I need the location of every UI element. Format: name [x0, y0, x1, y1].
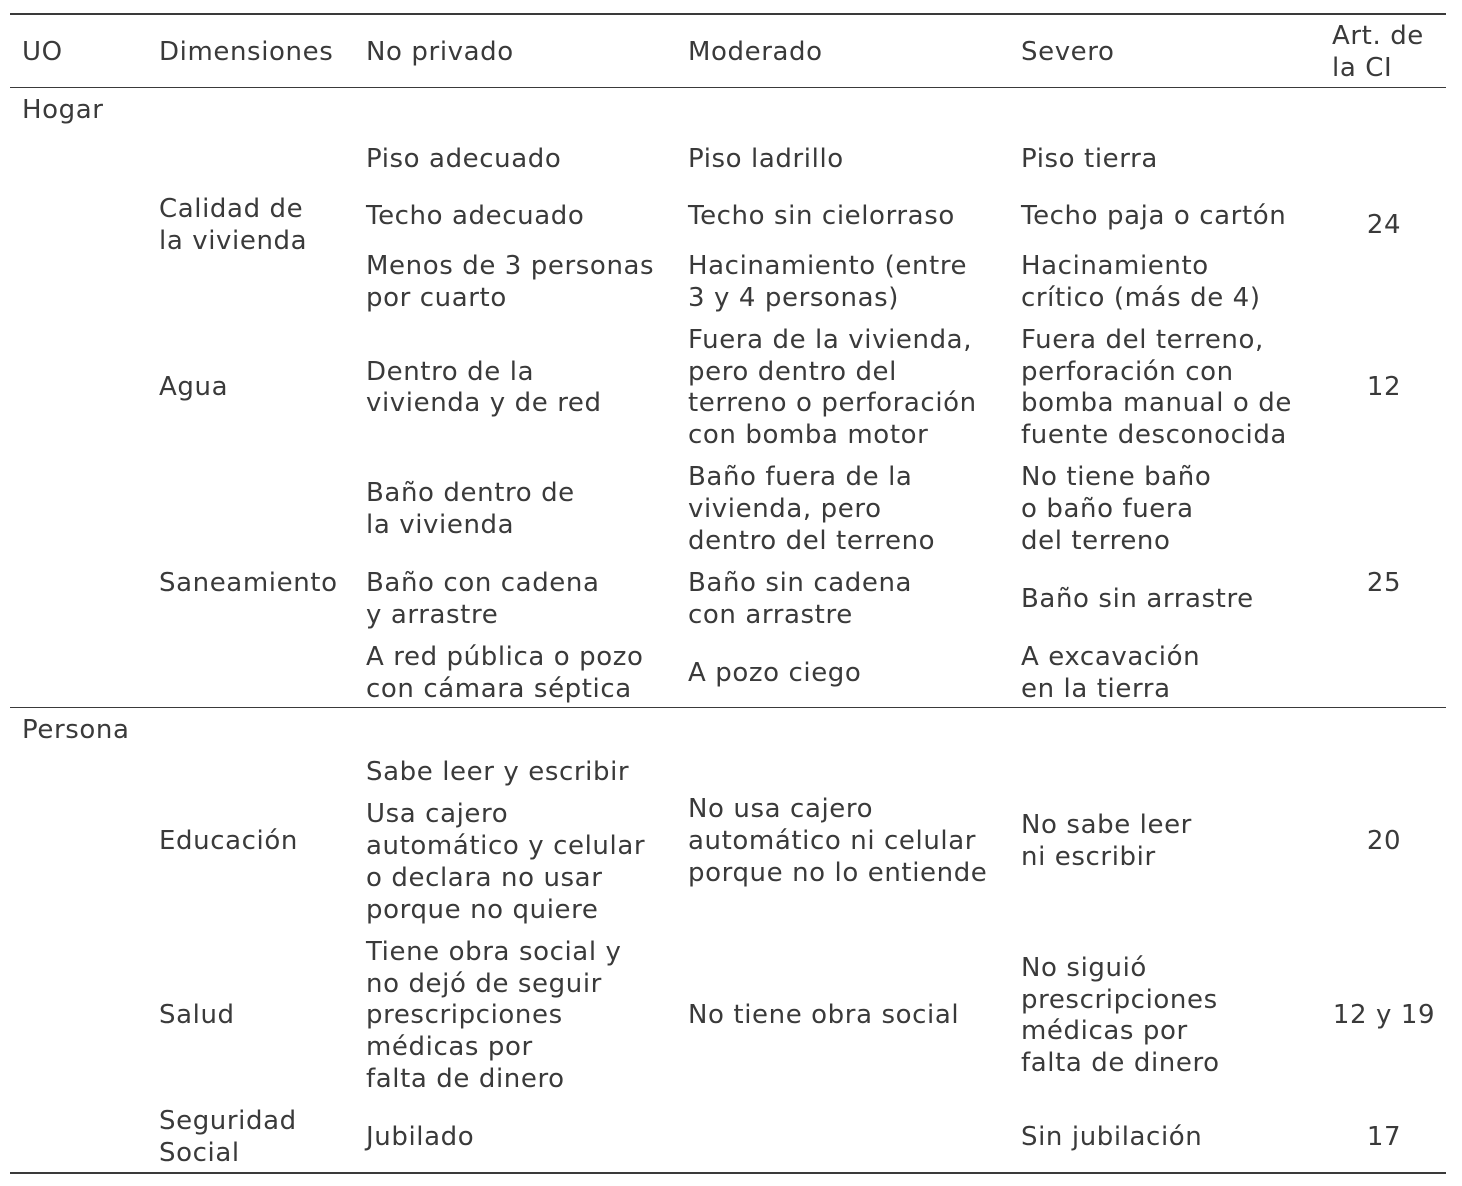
cell-no-privado: falta de dinero — [366, 1064, 565, 1094]
cell-moderado: 3 y 4 personas) — [688, 283, 900, 313]
cell-severo: Sin jubilación — [1021, 1122, 1203, 1152]
dimension-calidad: la vivienda — [159, 226, 308, 256]
cell-no-privado: con cámara séptica — [366, 674, 632, 704]
cell-no-privado: o declara no usar — [366, 863, 603, 893]
cell-no-privado: Usa cajero — [366, 799, 509, 829]
cell-severo: No sabe leer — [1021, 810, 1192, 840]
cell-severo: del terreno — [1021, 526, 1171, 556]
article-agua: 12 — [1366, 372, 1402, 402]
cell-no-privado: porque no quiere — [366, 895, 599, 925]
cell-moderado: No usa cajero — [688, 794, 874, 824]
header-moderado: Moderado — [688, 37, 823, 67]
header-no-privado: No privado — [366, 37, 514, 67]
cell-no-privado: Jubilado — [366, 1122, 475, 1152]
cell-no-privado: Tiene obra social y — [366, 937, 622, 967]
cell-moderado: con arrastre — [688, 600, 853, 630]
header-art-line1: Art. de — [1332, 21, 1424, 51]
cell-moderado: automático ni celular — [688, 826, 977, 856]
cell-moderado: dentro del terreno — [688, 526, 936, 556]
cell-no-privado: Dentro de la — [366, 357, 535, 387]
header-severo: Severo — [1021, 37, 1115, 67]
cell-no-privado: no dejó de seguir — [366, 969, 602, 999]
header-bottom-rule — [10, 87, 1446, 88]
group-separator-rule — [10, 707, 1446, 708]
table-bottom-rule — [10, 1172, 1446, 1174]
cell-moderado: Piso ladrillo — [688, 144, 844, 174]
cell-severo: bomba manual o de — [1021, 388, 1292, 418]
group-hogar: Hogar — [22, 95, 104, 125]
cell-moderado: A pozo ciego — [688, 658, 862, 688]
cell-severo: Piso tierra — [1021, 144, 1158, 174]
cell-no-privado: médicas por — [366, 1032, 533, 1062]
cell-no-privado: la vivienda — [366, 510, 515, 540]
table-top-rule — [10, 13, 1446, 15]
article-calidad: 24 — [1366, 210, 1402, 240]
article-salud: 12 y 19 — [1332, 1000, 1436, 1030]
cell-moderado: con bomba motor — [688, 420, 929, 450]
cell-severo: No tiene baño — [1021, 462, 1212, 492]
cell-no-privado: Sabe leer y escribir — [366, 757, 630, 787]
dimension-seguridad: Social — [159, 1138, 240, 1168]
cell-moderado: pero dentro del — [688, 357, 897, 387]
cell-severo: prescripciones — [1021, 985, 1218, 1015]
cell-severo: A excavación — [1021, 642, 1201, 672]
cell-severo: o baño fuera — [1021, 494, 1194, 524]
cell-no-privado: Techo adecuado — [366, 201, 585, 231]
cell-severo: Hacinamiento — [1021, 251, 1209, 281]
cell-moderado: porque no lo entiende — [688, 858, 988, 888]
cell-no-privado: Baño con cadena — [366, 568, 600, 598]
cell-moderado: Techo sin cielorraso — [688, 201, 955, 231]
group-persona: Persona — [22, 715, 130, 745]
header-dimensiones: Dimensiones — [159, 37, 334, 67]
cell-moderado: terreno o perforación — [688, 388, 977, 418]
cell-moderado: Hacinamiento (entre — [688, 251, 968, 281]
cell-severo: crítico (más de 4) — [1021, 283, 1261, 313]
cell-severo: Baño sin arrastre — [1021, 584, 1254, 614]
cell-severo: Fuera del terreno, — [1021, 325, 1264, 355]
cell-moderado: No tiene obra social — [688, 1000, 960, 1030]
article-seguridad: 17 — [1366, 1122, 1402, 1152]
cell-no-privado: vivienda y de red — [366, 388, 602, 418]
cell-severo: Techo paja o cartón — [1021, 201, 1287, 231]
dimension-saneamiento: Saneamiento — [159, 568, 338, 598]
cell-severo: fuente desconocida — [1021, 420, 1287, 450]
cell-no-privado: prescripciones — [366, 1000, 563, 1030]
cell-no-privado: por cuarto — [366, 283, 507, 313]
cell-moderado: Baño sin cadena — [688, 568, 913, 598]
cell-no-privado: Baño dentro de — [366, 478, 575, 508]
cell-moderado: vivienda, pero — [688, 494, 882, 524]
dimension-salud: Salud — [159, 1000, 235, 1030]
cell-moderado: Fuera de la vivienda, — [688, 325, 973, 355]
article-educacion: 20 — [1366, 826, 1402, 856]
cell-severo: médicas por — [1021, 1016, 1188, 1046]
cell-no-privado: automático y celular — [366, 831, 646, 861]
cell-no-privado: Menos de 3 personas — [366, 251, 655, 281]
cell-severo: en la tierra — [1021, 674, 1171, 704]
article-saneamiento: 25 — [1366, 568, 1402, 598]
cell-no-privado: A red pública o pozo — [366, 642, 644, 672]
dimension-educacion: Educación — [159, 826, 298, 856]
dimension-calidad: Calidad de — [159, 194, 304, 224]
cell-severo: falta de dinero — [1021, 1048, 1220, 1078]
cell-severo: ni escribir — [1021, 842, 1156, 872]
dimension-seguridad: Seguridad — [159, 1106, 297, 1136]
header-art-line2: la CI — [1332, 53, 1393, 83]
cell-moderado: Baño fuera de la — [688, 462, 913, 492]
cell-severo: perforación con — [1021, 357, 1234, 387]
cell-severo: No siguió — [1021, 953, 1147, 983]
cell-no-privado: Piso adecuado — [366, 144, 562, 174]
cell-no-privado: y arrastre — [366, 600, 499, 630]
header-uo: UO — [22, 37, 63, 67]
dimension-agua: Agua — [159, 372, 229, 402]
